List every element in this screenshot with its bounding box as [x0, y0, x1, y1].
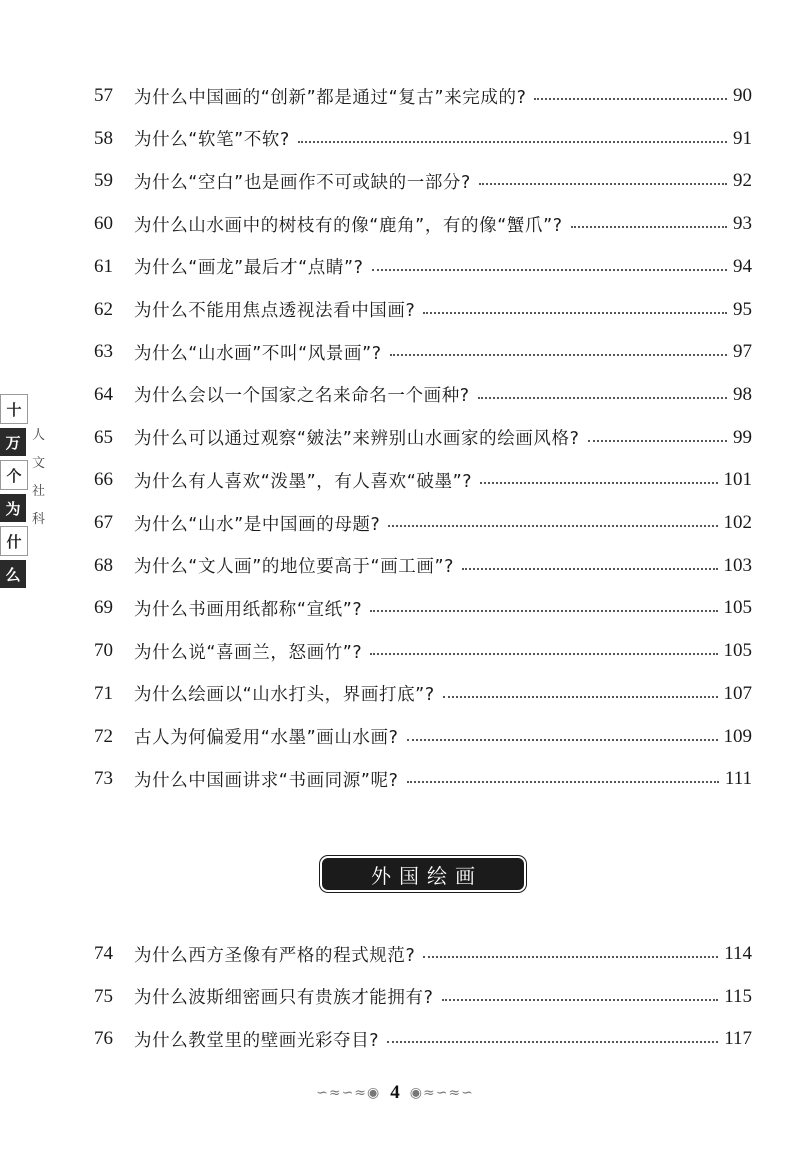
entry-page-number: 95	[733, 298, 752, 320]
series-subtitle-char: 文	[32, 456, 46, 471]
entry-page-number: 117	[724, 1028, 752, 1049]
dot-leader	[370, 610, 717, 612]
series-subtitle-char: 社	[32, 484, 46, 499]
entry-title: 为什么书画用纸都称“宣纸”?	[134, 599, 363, 620]
toc-entry[interactable]	[94, 76, 752, 116]
dot-leader	[442, 999, 719, 1001]
entry-title: 为什么“软笔”不软?	[134, 130, 290, 151]
toc-entry[interactable]	[94, 588, 752, 628]
toc-entry[interactable]	[94, 247, 752, 287]
entry-number: 62	[94, 298, 113, 320]
entry-number: 75	[94, 985, 113, 1007]
entry-number: 71	[94, 682, 113, 704]
entry-title: 为什么山水画中的树枝有的像“鹿角”，有的像“蟹爪”?	[134, 215, 563, 236]
entry-number: 64	[94, 383, 113, 405]
entry-page-number: 109	[723, 725, 752, 747]
toc-entry[interactable]	[94, 934, 752, 974]
entry-title: 为什么说“喜画兰，怒画竹”?	[134, 642, 363, 663]
dot-leader	[479, 183, 727, 185]
series-subtitle-char: 科	[32, 512, 46, 527]
entry-number: 76	[94, 1028, 113, 1049]
entry-title: 为什么中国画讲求“书画同源”呢?	[134, 770, 399, 791]
dot-leader	[443, 696, 718, 698]
entry-title: 为什么“山水画”不叫“风景画”?	[134, 343, 382, 364]
entry-title: 为什么有人喜欢“泼墨”，有人喜欢“破墨”?	[134, 471, 473, 492]
dot-leader	[478, 397, 727, 399]
series-subtitle-char: 人	[32, 428, 46, 443]
entry-number: 68	[94, 554, 113, 576]
entry-page-number: 91	[733, 127, 752, 149]
entry-page-number: 102	[723, 512, 752, 533]
entry-page-number: 92	[733, 170, 752, 192]
entry-title: 为什么“文人画”的地位要高于“画工画”?	[134, 557, 455, 578]
page-footer	[0, 1078, 790, 1108]
entry-page-number: 90	[733, 85, 752, 106]
dot-leader	[480, 482, 717, 484]
toc-entry[interactable]	[94, 546, 752, 586]
entry-title: 为什么“画龙”最后才“点睛”?	[134, 258, 364, 279]
entry-page-number: 97	[733, 341, 752, 363]
entry-page-number: 107	[723, 682, 752, 704]
dot-leader	[571, 226, 727, 228]
dot-leader	[388, 525, 717, 527]
entry-number: 66	[94, 469, 113, 491]
ornament-right-icon: ◉≈∽≈∽	[409, 1085, 474, 1101]
entry-number: 60	[94, 213, 113, 235]
entry-number: 61	[94, 255, 113, 277]
toc-entry[interactable]	[94, 460, 752, 500]
entry-title: 为什么“山水”是中国画的母题?	[134, 514, 381, 535]
entry-number: 73	[94, 768, 113, 790]
entry-number: 57	[94, 85, 113, 106]
series-title-char: 什	[0, 526, 28, 556]
entry-number: 74	[94, 943, 113, 964]
toc-entry[interactable]	[94, 631, 752, 671]
toc-entry[interactable]	[94, 418, 752, 458]
entry-title: 为什么波斯细密画只有贵族才能拥有?	[134, 988, 434, 1008]
series-title	[0, 392, 30, 590]
toc-entry[interactable]	[94, 674, 752, 714]
entry-number: 65	[94, 426, 113, 448]
toc-entry[interactable]	[94, 977, 752, 1017]
entry-page-number: 105	[723, 597, 752, 619]
toc-entry[interactable]	[94, 119, 752, 159]
dot-leader	[407, 739, 718, 741]
entry-number: 69	[94, 597, 113, 619]
series-title-char: 为	[0, 494, 26, 522]
ornament-left-icon: ∽≈∽≈◉	[316, 1085, 381, 1101]
dot-leader	[387, 1041, 718, 1043]
dot-leader	[588, 440, 727, 442]
series-side-strip	[0, 392, 58, 632]
section-heading-banner	[322, 858, 524, 890]
entry-page-number: 105	[723, 640, 752, 662]
entry-number: 70	[94, 640, 113, 662]
entry-number: 59	[94, 170, 113, 192]
entry-page-number: 115	[724, 985, 752, 1007]
dot-leader	[407, 781, 719, 783]
entry-title: 为什么可以通过观察“皴法”来辨别山水画家的绘画风格?	[134, 429, 580, 450]
series-title-char: 十	[0, 394, 28, 424]
entry-title: 为什么教堂里的壁画光彩夺目?	[134, 1030, 380, 1051]
toc-entry[interactable]	[94, 204, 752, 244]
dot-leader	[372, 269, 727, 271]
entry-title: 古人为何偏爱用“水墨”画山水画?	[134, 728, 399, 748]
dot-leader	[298, 141, 727, 143]
dot-leader	[390, 354, 727, 356]
entry-page-number: 99	[733, 426, 752, 448]
toc-entry[interactable]	[94, 161, 752, 201]
series-title-char: 万	[0, 428, 26, 456]
dot-leader	[534, 98, 727, 100]
entry-number: 58	[94, 127, 113, 149]
toc-entry[interactable]	[94, 332, 752, 372]
dot-leader	[423, 956, 718, 958]
entry-title: 为什么会以一个国家之名来命名一个画种?	[134, 386, 470, 407]
entry-number: 63	[94, 341, 113, 363]
entry-page-number: 101	[723, 469, 752, 491]
series-title-char: 么	[0, 560, 26, 588]
toc-entry[interactable]	[94, 503, 752, 543]
entry-number: 67	[94, 512, 113, 533]
page-number: 4	[390, 1082, 400, 1103]
series-title-char: 个	[0, 460, 28, 490]
toc-entry[interactable]	[94, 717, 752, 757]
entry-page-number: 94	[733, 255, 752, 277]
entry-title: 为什么中国画的“创新”都是通过“复古”来完成的?	[134, 87, 527, 108]
entry-page-number: 114	[724, 943, 752, 964]
entry-title: 为什么绘画以“山水打头，界画打底”?	[134, 685, 435, 706]
toc-entry[interactable]	[94, 759, 752, 799]
entry-page-number: 111	[724, 768, 752, 790]
entry-title: 为什么“空白”也是画作不可或缺的一部分?	[134, 172, 471, 193]
series-subtitle	[32, 422, 45, 534]
entry-number: 72	[94, 725, 113, 747]
toc-entry[interactable]	[94, 1019, 752, 1059]
dot-leader	[370, 653, 717, 655]
entry-page-number: 103	[723, 554, 752, 576]
section-heading: 外国绘画	[371, 863, 483, 888]
entry-title: 为什么不能用焦点透视法看中国画?	[134, 301, 416, 321]
entry-page-number: 93	[733, 213, 752, 235]
dot-leader	[462, 568, 717, 570]
toc-entry[interactable]	[94, 375, 752, 415]
entry-page-number: 98	[733, 383, 752, 405]
toc-entry[interactable]	[94, 290, 752, 330]
entry-title: 为什么西方圣像有严格的程式规范?	[134, 945, 416, 966]
dot-leader	[423, 312, 727, 314]
